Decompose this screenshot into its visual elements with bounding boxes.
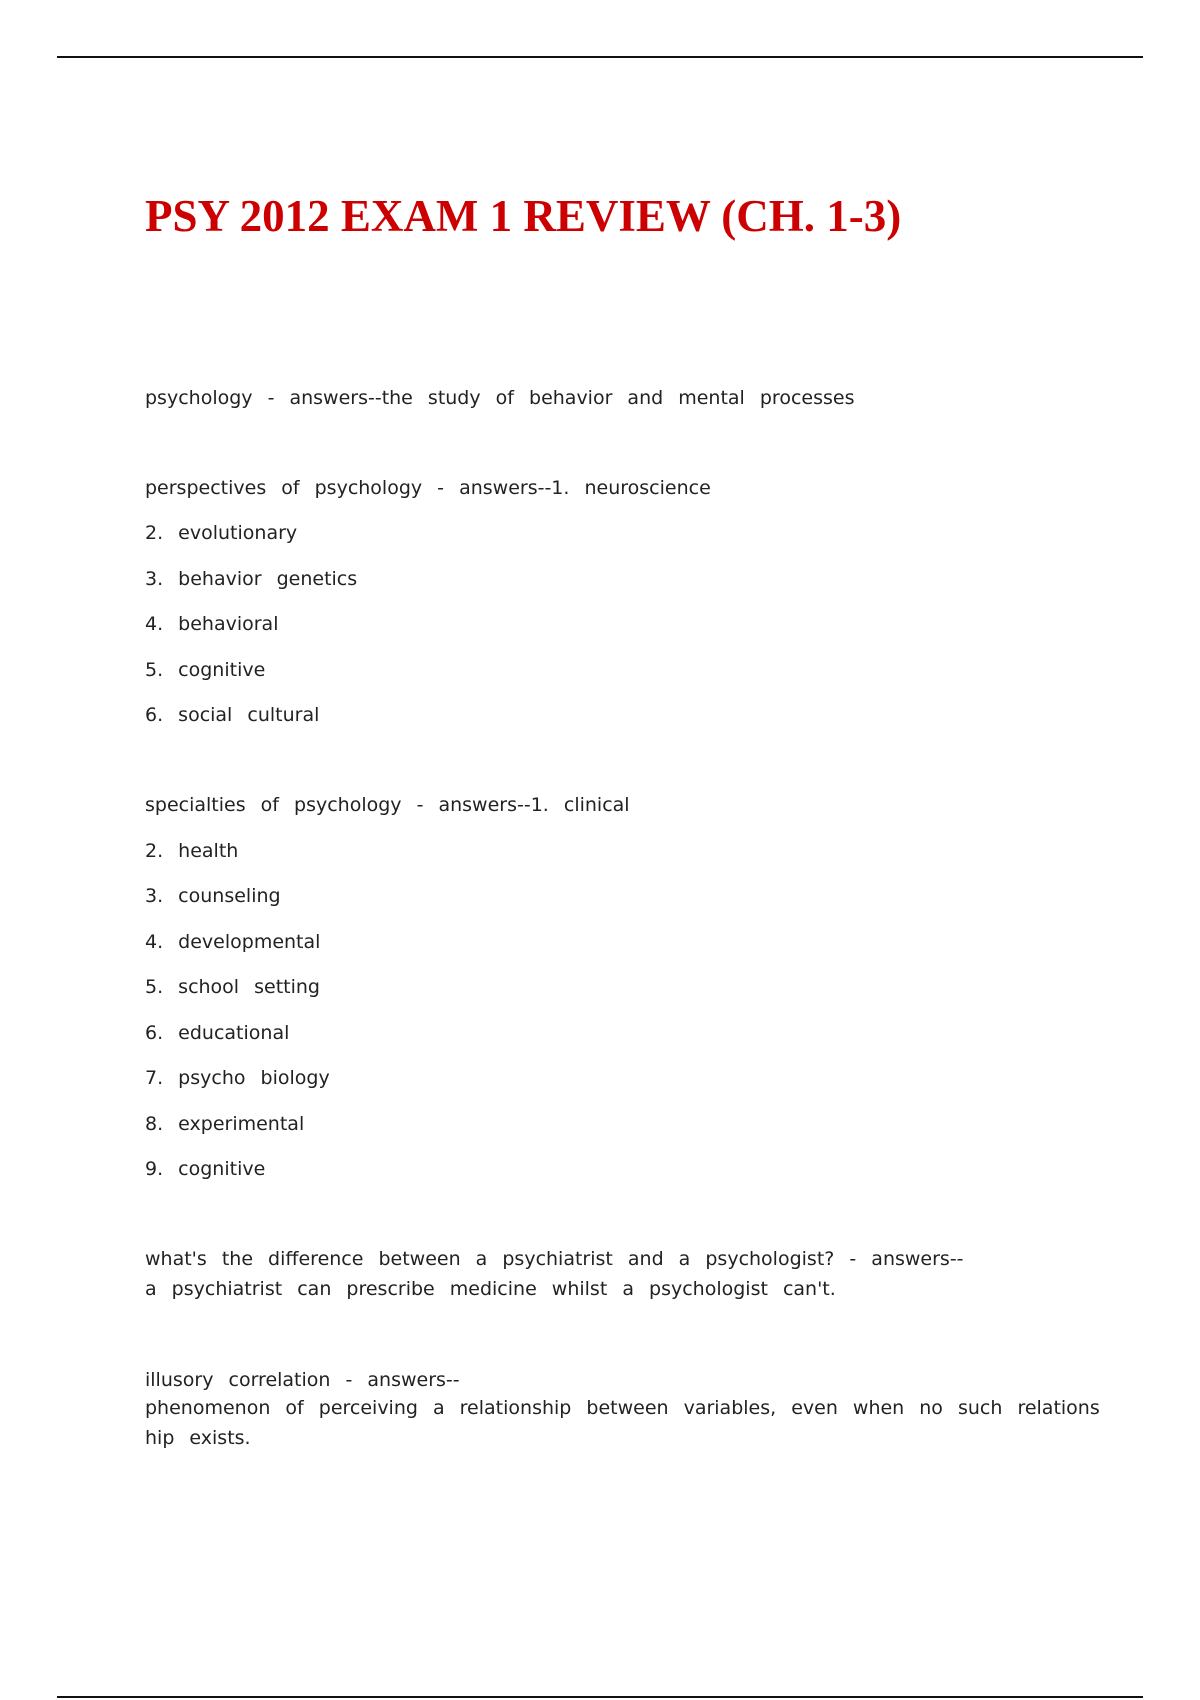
entry-specialties-line-2: 2. health bbox=[145, 840, 239, 862]
entry-specialties-line-6: 6. educational bbox=[145, 1022, 290, 1044]
entry-specialties-line-8: 8. experimental bbox=[145, 1113, 305, 1135]
entry-perspectives-line-4: 4. behavioral bbox=[145, 613, 279, 635]
entry-perspectives-line-1: perspectives of psychology - answers--1. neuroscience bbox=[145, 477, 711, 499]
entry-difference-line-1: what's the difference between a psychiatrist and a psychologist? - answers-- bbox=[145, 1248, 964, 1270]
entry-specialties-line-1: specialties of psychology - answers--1. clinical bbox=[145, 794, 630, 816]
entry-perspectives-line-3: 3. behavior genetics bbox=[145, 568, 358, 590]
entry-illusory-line-3: hip exists. bbox=[145, 1427, 251, 1449]
entry-specialties-line-4: 4. developmental bbox=[145, 931, 321, 953]
entry-difference-line-2: a psychiatrist can prescribe medicine whilst a psychologist can't. bbox=[145, 1278, 836, 1300]
entry-specialties-line-3: 3. counseling bbox=[145, 885, 281, 907]
top-rule bbox=[57, 56, 1143, 58]
entry-perspectives-line-5: 5. cognitive bbox=[145, 659, 266, 681]
entry-specialties-line-5: 5. school setting bbox=[145, 976, 320, 998]
entry-perspectives-line-6: 6. social cultural bbox=[145, 704, 320, 726]
entry-illusory-line-2: phenomenon of perceiving a relationship between variables, even when no such relations bbox=[145, 1397, 1100, 1419]
bottom-rule bbox=[57, 1696, 1143, 1698]
page-title: PSY 2012 EXAM 1 REVIEW (CH. 1-3) bbox=[145, 191, 902, 241]
entry-specialties-line-9: 9. cognitive bbox=[145, 1158, 266, 1180]
entry-psychology-line-1: psychology - answers--the study of behavior and mental processes bbox=[145, 387, 855, 409]
entry-illusory-line-1: illusory correlation - answers-- bbox=[145, 1369, 460, 1391]
entry-specialties-line-7: 7. psycho biology bbox=[145, 1067, 330, 1089]
entry-perspectives-line-2: 2. evolutionary bbox=[145, 522, 298, 544]
